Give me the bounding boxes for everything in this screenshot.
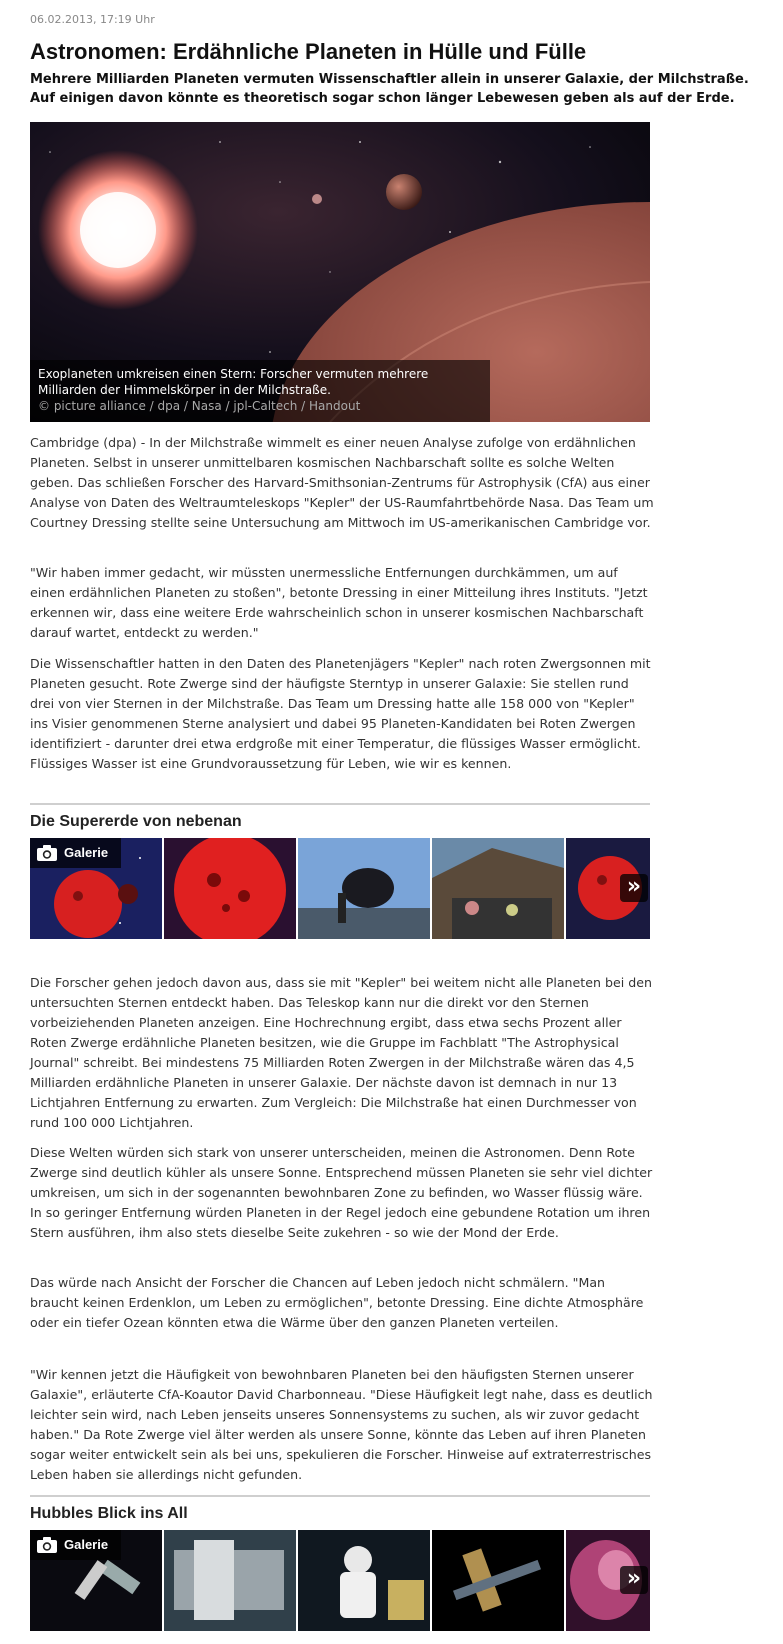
double-chevron-right-icon[interactable]: » <box>620 874 648 902</box>
article-paragraph: "Wir haben immer gedacht, wir müssten unermessliche Entfernungen durchkämmen, um auf einen erdähnlichen Planeten zu stoßen", betonte Dressing in einer Mitteilung ihres Instituts. "Jetzt erkennen wir, dass eine weitere Erde wahrscheinlich schon in unserer kosmischen Nachbarschaft darauf wartet, entdeckt zu werden." <box>30 565 648 640</box>
gallery-badge-label: Galerie <box>64 845 109 860</box>
gallery-title[interactable]: Die Supererde von nebenan <box>30 813 242 830</box>
separator <box>30 1495 650 1497</box>
gallery-strip[interactable] <box>30 838 650 939</box>
article-paragraph: Die Wissenschaftler hatten in den Daten des Planetenjägers "Kepler" nach roten Zwergsonnen mit Planeten gesucht. Rote Zwerge sind der häufigste Sterntyp in unserer Galaxie: Sie stellen rund drei von vier Sternen in der Milchstraße. Das Team um Dressing hatte alle 158 000 von "Kepler" ins Visier genommenen Sterne analysiert und dabei 95 Planeten-Kandidaten bei Roten Zwergen identifiziert - darunter drei etwa erdgroße mit einer Temperatur, die flüssiges Wasser ermöglicht. Flüssiges Wasser ist eine Grundvoraussetzung für Leben, wie wir es kennen. <box>30 656 651 771</box>
double-chevron-right-icon[interactable]: » <box>620 1566 648 1594</box>
article-title: Astronomen: Erdähnliche Planeten in Hülle und Fülle <box>30 39 587 64</box>
image-caption <box>30 360 490 422</box>
gallery-strip[interactable] <box>30 1530 650 1631</box>
gallery-badge-label: Galerie <box>64 1537 109 1552</box>
gallery-thumbnail[interactable] <box>298 838 430 939</box>
gallery-thumbnail[interactable] <box>164 1530 296 1631</box>
article-paragraph: Cambridge (dpa) - In der Milchstraße wimmelt es einer neuen Analyse zufolge von erdähnlichen Planeten. Selbst in unserer unmittelbaren kosmischen Nachbarschaft sollte es solche Welten geben. Das schließen Forscher des Harvard-Smithsonian-Zentrums für Astrophysik (CfA) aus einer Analyse von Daten des Weltraumteleskops "Kepler" der US-Raumfahrtbehörde Nasa. Das Team um Courtney Dressing stellte seine Untersuchung am Mittwoch im US-amerikanischen Cambridge vor. <box>30 435 654 530</box>
gallery-title[interactable]: Hubbles Blick ins All <box>30 1505 188 1522</box>
gallery-badge[interactable] <box>30 838 121 868</box>
article-date: 06.02.2013, 17:19 Uhr <box>30 13 155 26</box>
image-caption-text: Exoplaneten umkreisen einen Stern: Forscher vermuten mehrere Milliarden der Himmelskörper in der Milchstraße. <box>38 367 429 397</box>
gallery-thumbnail[interactable] <box>432 838 564 939</box>
camera-icon <box>36 844 58 862</box>
article-paragraph: Die Forscher gehen jedoch davon aus, dass sie mit "Kepler" bei weitem nicht alle Planeten bei den untersuchten Sternen entdeckt haben. Das Teleskop kann nur die direkt vor den Sternen vorbeiziehenden Planeten anzeigen. Eine Hochrechnung ergibt, dass etwa sechs Prozent aller Roten Zwerge erdähnliche Planeten besitzen, wie die Gruppe im Fachblatt "The Astrophysical Journal" schreibt. Bei mindestens 75 Milliarden Roten Zwergen in der Milchstraße wären das 4,5 Milliarden erdähnliche Planeten in unserer Galaxie. Der nächste davon ist demnach in nur 13 Lichtjahren Entfernung zu erwarten. Zum Vergleich: Die Milchstraße hat einen Durchmesser von rund 100 000 Lichtjahren. <box>30 975 652 1130</box>
gallery-thumbnail[interactable] <box>432 1530 564 1631</box>
article-paragraph: Diese Welten würden sich stark von unserer unterscheiden, meinen die Astronomen. Denn Rote Zwerge sind deutlich kühler als unsere Sonne. Entsprechend müssen Planeten sie sehr viel dichter umkreisen, um sich in der sogenannten bewohnbaren Zone zu befinden, wo Wasser flüssig wäre. In so geringer Entfernung würden Planeten in der Regel jedoch eine gebundene Rotation um ihren Stern ausführen, ihm also stets dieselbe Seite zukehren - so wie der Mond der Erde. <box>30 1145 653 1240</box>
camera-icon <box>36 1536 58 1554</box>
gallery-thumbnail[interactable] <box>298 1530 430 1631</box>
gallery-thumbnail[interactable] <box>164 838 296 939</box>
article-lead: Mehrere Milliarden Planeten vermuten Wissenschaftler allein in unserer Galaxie, der Milchstraße. Auf einigen davon könnte es theoretisch sogar schon länger Lebewesen geben als auf der Erde. <box>30 72 749 106</box>
article-paragraph: "Wir kennen jetzt die Häufigkeit von bewohnbaren Planeten bei den häufigsten Sternen unserer Galaxie", erläuterte CfA-Koautor David Charbonneau. "Diese Häufigkeit legt nahe, dass es deutlich leichter sein wird, nach Leben jenseits unseres Sonnensystems zu suchen, als wir zuvor gedacht haben." Da Rote Zwerge viel älter werden als unsere Sonne, könnte das Leben auf ihren Planeten sogar weiter entwickelt sein als bei uns, spekulieren die Forscher. Hinweise auf extraterrestrisches Leben haben sie allerdings nicht gefunden. <box>30 1367 653 1482</box>
separator <box>30 803 650 805</box>
image-credit: © picture alliance / dpa / Nasa / jpl-Caltech / Handout <box>38 399 361 413</box>
gallery-badge[interactable] <box>30 1530 121 1560</box>
article-paragraph: Das würde nach Ansicht der Forscher die Chancen auf Leben jedoch nicht schmälern. "Man braucht keinen Erdenklon, um Leben zu ermöglichen", betonte Dressing. Eine dichte Atmosphäre oder ein tiefer Ozean könnten etwa die Wärme über den ganzen Planeten verteilen. <box>30 1275 644 1330</box>
hero-image[interactable] <box>30 122 650 422</box>
